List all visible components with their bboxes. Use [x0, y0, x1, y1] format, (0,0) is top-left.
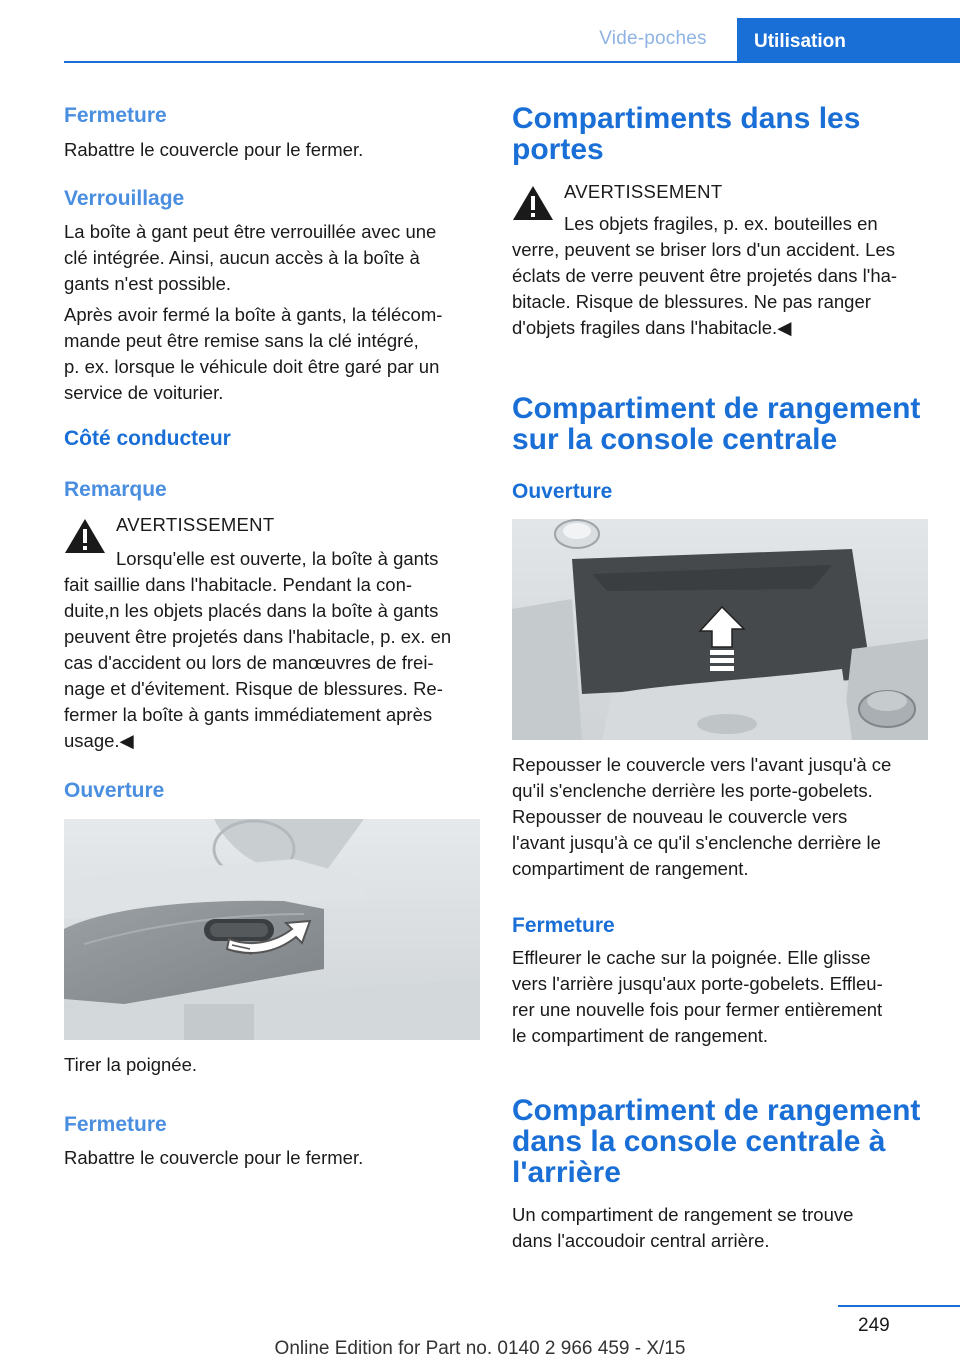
console-heading	[512, 393, 920, 455]
text-line: d'objets fragiles dans l'habitacle.◀	[512, 317, 792, 338]
warning-line-first: Lorsqu'elle est ouverte, la boîte à gants	[116, 548, 439, 569]
text-line: service de voiturier.	[64, 382, 224, 403]
text-line: peuvent être projetés dans l'habitacle, p. ex. en	[64, 626, 452, 647]
text-line: fait saillie dans l'habitacle. Pendant la con‐	[64, 574, 413, 595]
text-line: p. ex. lorsque le véhicule doit être garé par un	[64, 356, 440, 377]
text-line: duite,n les objets placés dans la boîte à gants	[64, 600, 439, 621]
text-line: vers l'arrière jusqu'aux porte-gobelets. Effleu‐	[512, 973, 883, 994]
text-line: fermer la boîte à gants immédiatement après	[64, 704, 433, 725]
fermeture-heading: Fermeture	[512, 914, 615, 937]
remarque-heading: Remarque	[64, 478, 167, 501]
text-line: Effleurer le cache sur la poignée. Elle glisse	[512, 947, 871, 968]
text-line: mande peut être remise sans la clé intégré,	[64, 330, 419, 351]
header-rule	[64, 61, 960, 63]
tab-utilisation[interactable]: Utilisation	[737, 18, 960, 63]
text-line: Après avoir fermé la boîte à gants, la télécom‐	[64, 304, 443, 325]
page-number: 249	[858, 1315, 890, 1336]
text-line: Repousser de nouveau le couvercle vers	[512, 806, 848, 827]
arriere-heading	[512, 1095, 920, 1188]
text-line: le compartiment de rangement.	[512, 1025, 769, 1046]
heading-line: Compartiment de rangement	[512, 392, 921, 425]
heading-line: Compartiments dans les	[512, 102, 861, 135]
text-line: gants n'est possible.	[64, 273, 232, 294]
fermeture-text-2: Rabattre le couvercle pour le fermer.	[64, 1147, 364, 1168]
text-line: La boîte à gant peut être verrouillée avec une	[64, 221, 437, 242]
verrouillage-paragraph	[64, 219, 436, 297]
ouverture-caption: Tirer la poignée.	[64, 1054, 197, 1075]
heading-line: portes	[512, 133, 604, 166]
ouverture-heading: Ouverture	[64, 779, 165, 802]
heading-line: dans la console centrale à	[512, 1125, 886, 1158]
text-line: dans l'accoudoir central arrière.	[512, 1230, 770, 1251]
text-line: usage.◀	[64, 730, 134, 751]
warning-title: AVERTISSEMENT	[564, 181, 723, 202]
text-line: cas d'accident ou lors de manœuvres de frei‐	[64, 652, 434, 673]
text-line: Un compartiment de rangement se trouve	[512, 1204, 854, 1225]
cote-conducteur-heading: Côté conducteur	[64, 427, 231, 450]
text-line: clé intégrée. Ainsi, aucun accès à la boîte à	[64, 247, 420, 268]
fermeture-text: Rabattre le couvercle pour le fermer.	[64, 139, 364, 160]
glovebox-illustration	[64, 819, 480, 1040]
text-line: qu'il s'enclenche derrière les porte-gobelets.	[512, 780, 873, 801]
text-line: bitacle. Risque de blessures. Ne pas ranger	[512, 291, 871, 312]
verrouillage-heading: Verrouillage	[64, 187, 185, 210]
footer-rule	[838, 1305, 960, 1307]
console-illustration	[512, 519, 928, 740]
warning-paragraph	[512, 237, 932, 341]
apres-paragraph	[64, 302, 442, 406]
fermeture-heading: Fermeture	[64, 104, 167, 127]
warning-paragraph	[64, 572, 484, 754]
warning-line-first: Les objets fragiles, p. ex. bouteilles en	[564, 213, 878, 234]
fermeture-paragraph	[512, 945, 883, 1049]
text-line: éclats de verre peuvent être projetés dans l'ha‐	[512, 265, 898, 286]
warning-icon	[64, 518, 106, 554]
arriere-paragraph	[512, 1202, 853, 1254]
warning-icon	[512, 185, 554, 221]
text-line: rer une nouvelle fois pour fermer entièrement	[512, 999, 883, 1020]
heading-line: sur la console centrale	[512, 423, 838, 456]
ouverture-heading: Ouverture	[512, 480, 613, 503]
text-line: compartiment de rangement.	[512, 858, 749, 879]
edition-footer: Online Edition for Part no. 0140 2 966 459 - X/15	[274, 1338, 686, 1359]
fermeture-heading-2: Fermeture	[64, 1113, 167, 1136]
text-line: nage et d'évitement. Risque de blessures. Re‐	[64, 678, 443, 699]
heading-line: l'arrière	[512, 1156, 621, 1189]
portes-heading	[512, 103, 860, 165]
text-line: l'avant jusqu'à ce qu'il s'enclenche derrière le	[512, 832, 881, 853]
heading-line: Compartiment de rangement	[512, 1094, 921, 1127]
warning-title: AVERTISSEMENT	[116, 514, 275, 535]
text-line: verre, peuvent se briser lors d'un accident. Les	[512, 239, 895, 260]
ouverture-paragraph	[512, 752, 891, 882]
text-line: Repousser le couvercle vers l'avant jusqu'à ce	[512, 754, 892, 775]
tab-vide-poches[interactable]: Vide-poches	[599, 28, 707, 49]
page-header	[0, 0, 960, 64]
